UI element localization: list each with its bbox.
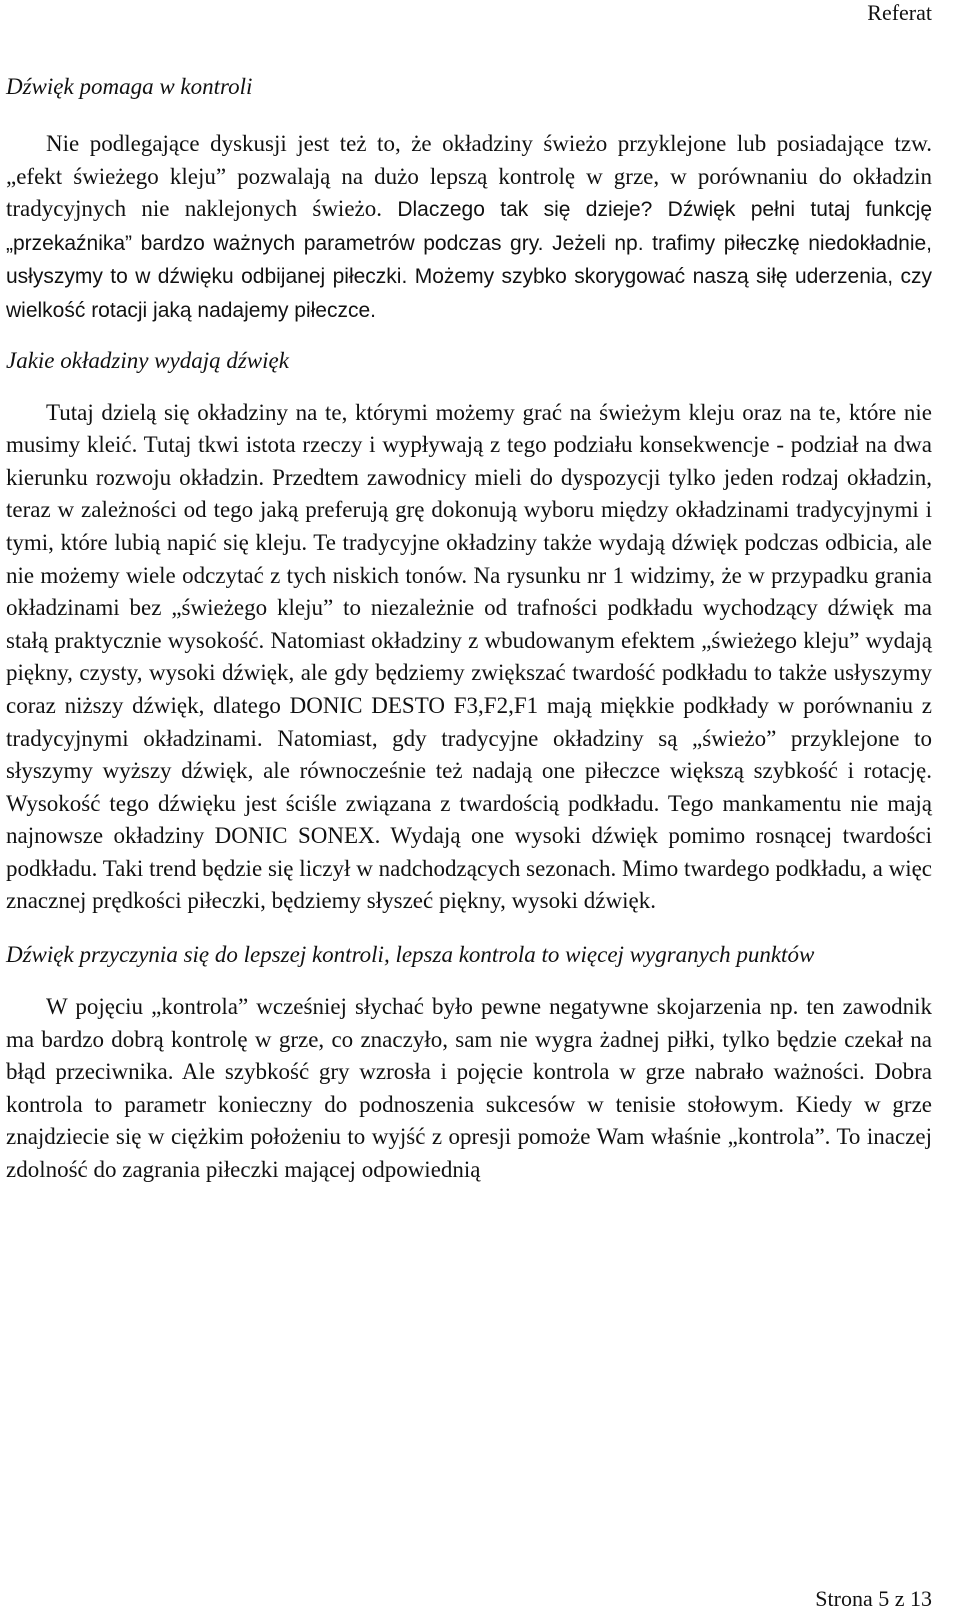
page-header-title: Referat bbox=[867, 0, 932, 25]
section-paragraph-better-control: W pojęciu „kontrola” wcześniej słychać było pewne negatywne skojarzenia np. ten zawodnik ma bardzo dobrą kontrolę w grze, co znaczyło, sam nie wygra żadnej piłki, tylko będzie czekał na błąd przeciwnika. Ale szybkość gry wzrosła i pojęcie kontrola w grze nabrało ważności. Dobra kontrola to parametr konieczny do podnoszenia sukcesów w tenisie stołowym. Kiedy w grze znajdziecie się w ciężkim położeniu to wyjść z opresji pomoże Wam właśnie „kontrola”. To inaczej zdolność do zagrania piłeczki mającej odpowiednią bbox=[6, 994, 932, 1183]
section-heading-rubbers-sound: Jakie okładziny wydają dźwięk bbox=[6, 347, 289, 373]
section-heading-better-control: Dźwięk przyczynia się do lepszej kontroli, lepsza kontrola to więcej wygranych punktów bbox=[6, 942, 815, 968]
document-body bbox=[6, 70, 932, 1187]
page-number: Strona 5 z 13 bbox=[815, 1586, 932, 1611]
section-paragraph-sound-control bbox=[6, 128, 932, 328]
section-heading-sound-control: Dźwięk pomaga w kontroli bbox=[6, 74, 253, 99]
paragraph-text-serif: Nie podlegające dyskusji jest też to, że okładziny świeżo przyklejone lub posiadające tzw. „efekt świeżego kleju” pozwalają na dużo lepszą kontrolę w grze, w porównaniu do okładzin tradycyjnych nie naklejonych świeżo. bbox=[6, 131, 932, 222]
section-paragraph-rubbers-sound: Tutaj dzielą się okładziny na te, którymi możemy grać na świeżym kleju oraz na te, które nie musimy kleić. Tutaj tkwi istota rzeczy i wypływają z tego podziału konsekwencje - podział na dwa kierunku rozwoju okładzin. Przedtem zawodnicy mieli do dyspozycji tylko jeden rodzaj okładzin, teraz w zależności od tego jaką preferują grę dokonują wyboru między okładzinami tradycyjnymi i tymi, które lubią napić się kleju. Te tradycyjne okładziny także wydają dźwięk podczas odbicia, ale nie możemy wiele odczytać z tych niskich tonów. Na rysunku nr 1 widzimy, że w przypadku grania okładzinami bez „świeżego kleju” to niezależnie od trafności podkładu wychodzący dźwięk ma stałą praktycznie wysokość. Natomiast okładziny z wbudowanym efektem „świeżego kleju” wydają piękny, czysty, wysoki dźwięk, ale gdy będziemy zwiększać twardość podkładu to także usłyszymy coraz niższy dźwięk, dlatego DONIC DESTO F3,F2,F1 mają miękkie podkłady w porównaniu z tradycyjnymi okładzinami. Natomiast, gdy tradycyjne okładziny są „świeżo” przyklejone to słyszymy wyższy dźwięk, ale równocześnie też nadają one piłeczce większą szybkość i rotację. Wysokość tego dźwięku jest ściśle związana z twardością podkładu. Tego mankamentu nie mają najnowsze okładziny DONIC SONEX. Wydają one wysoki dźwięk pomimo rosnącej twardości podkładu. Taki trend będzie się liczył w nadchodzących sezonach. Mimo twardego podkładu, a więc znacznej prędkości piłeczki, będziemy słyszeć piękny, wysoki dźwięk. bbox=[6, 399, 932, 914]
paragraph-text-sans: Dlaczego tak się dzieje? Dźwięk pełni tutaj funkcję „przekaźnika” bardzo ważnych parametrów podczas gry. Jeżeli np. trafimy piłeczkę niedokładnie, usłyszymy to w dźwięku odbijanej piłeczki. Możemy szybko skorygować naszą siłę uderzenia, czy wielkość rotacji jaką nadajemy piłeczce. bbox=[6, 198, 933, 322]
